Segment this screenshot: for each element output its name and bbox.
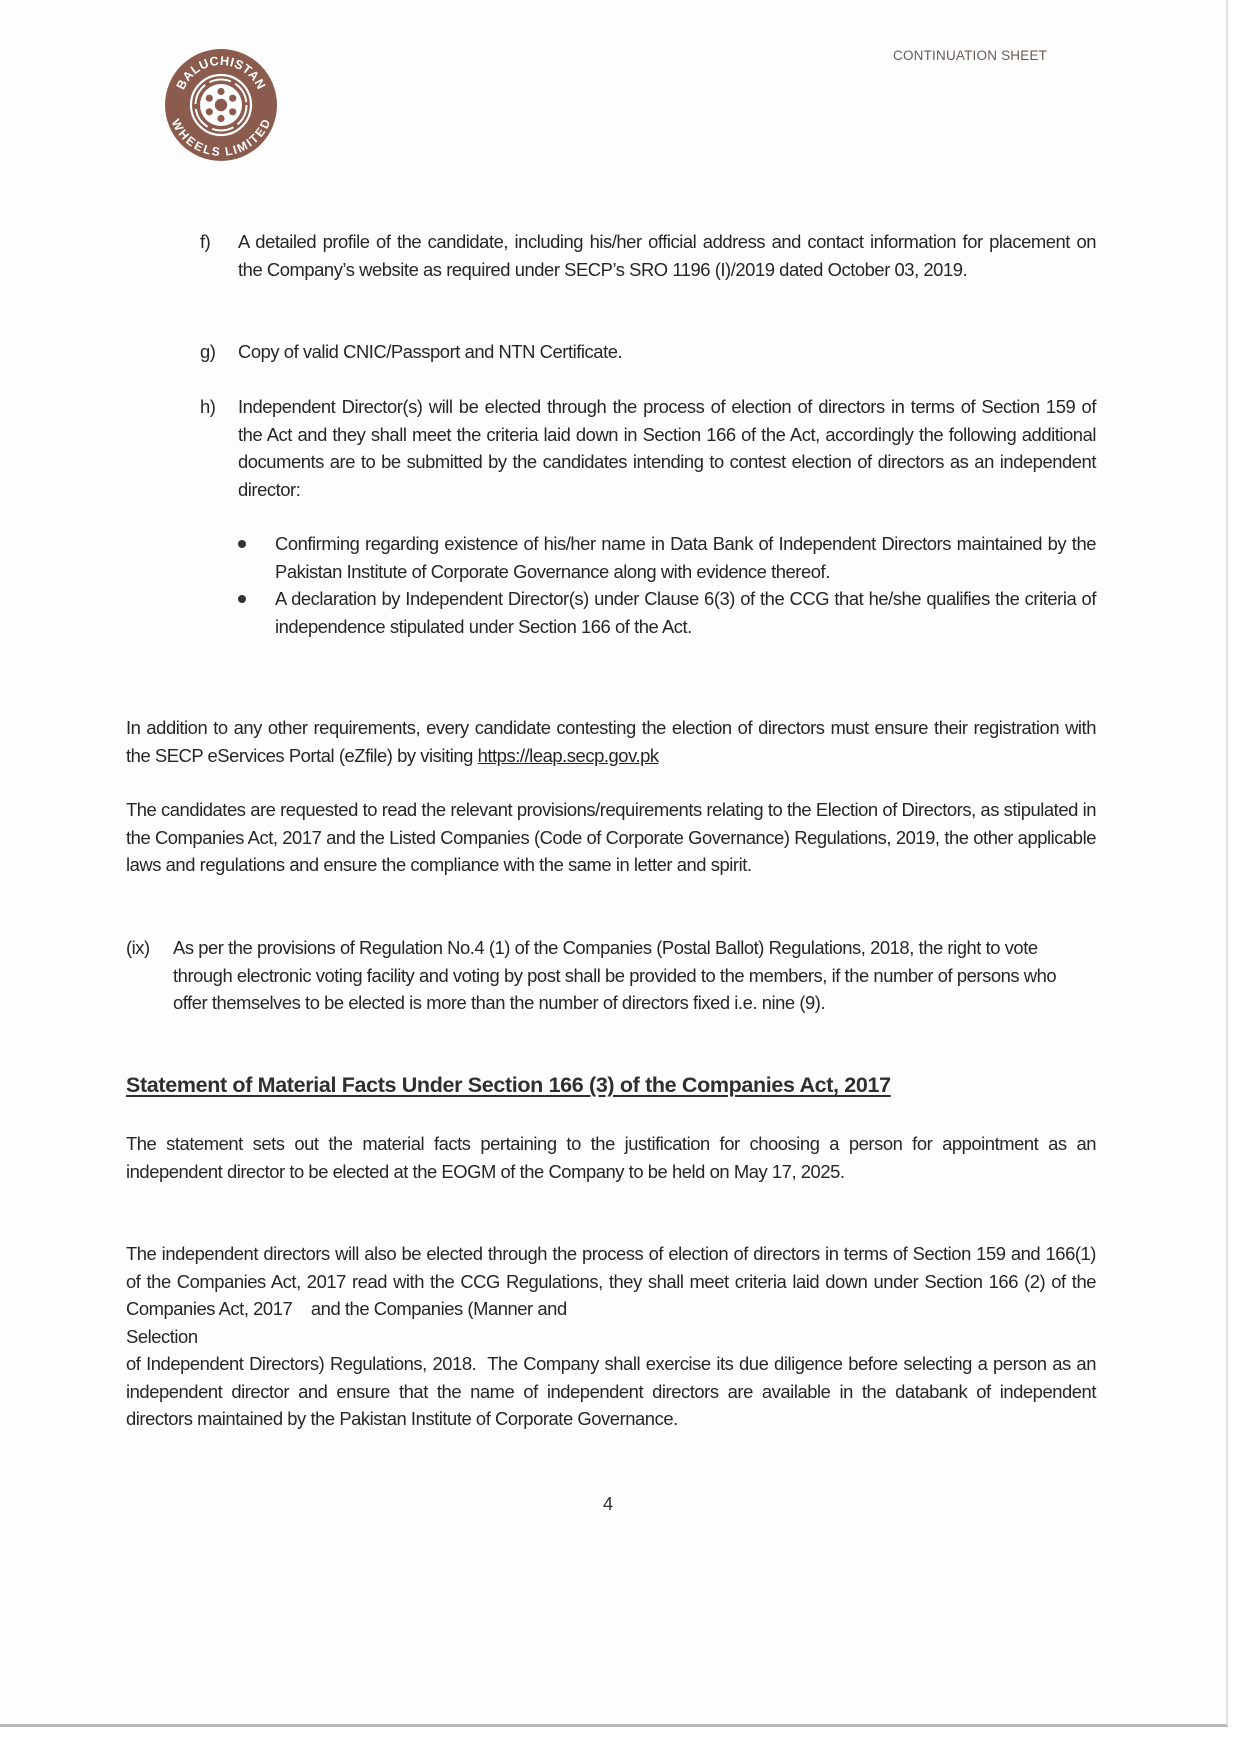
item-marker: f)	[200, 231, 211, 252]
registration-text: In addition to any other requirements, every candidate contesting the election of directors must ensure their registration with the SECP eServices Portal (eZfile) by visiting	[126, 717, 1096, 766]
item-text: As per the provisions of Regulation No.4 (1) of the Companies (Postal Ballot) Regulations, 2018, the right to vote through electronic voting facility and voting by post shall be provided to the members, if the number of persons who offer themselves to be elected is more than the number of directors fixed i.e. nine (9).	[173, 937, 1057, 1013]
bullet-list	[236, 530, 1096, 640]
provisions-paragraph: The candidates are requested to read the relevant provisions/requirements relating to the Election of Directors, as stipulated in the Companies Act, 2017 and the Listed Companies (Code of Corporate Governance) Regulations, 2019, the other applicable laws and regulations and ensure the compliance with the same in letter and spirit.	[126, 799, 1096, 875]
independent-directors-paragraph	[126, 1240, 1101, 1433]
list-item-ix	[126, 934, 1094, 1017]
bullet-item	[236, 585, 1096, 640]
bullet-icon	[238, 540, 246, 548]
item-marker: h)	[200, 396, 216, 417]
page-number: 4	[603, 1494, 614, 1514]
secp-portal-link[interactable]: https://leap.secp.gov.pk	[477, 744, 659, 766]
list-item-f	[200, 228, 1096, 283]
paragraph-line: The independent directors will also be elected through the process of election of directors in terms of Section 159 and 166(1) of the Companies Act, 2017 read with the CCG Regulations, they shall meet criteria laid down under Section 166 (2) of the Companies Act, 2017 and the Companies (Manner and	[126, 1243, 1101, 1319]
statement-paragraph: The statement sets out the material facts pertaining to the justification for choosing a person for appointment as an independent director to be elected at the EOGM of the Company to be held on May 17, 2025.	[126, 1133, 1096, 1182]
list-item-h	[200, 393, 1096, 503]
section-heading: Statement of Material Facts Under Section 166 (3) of the Companies Act, 2017	[126, 1073, 891, 1097]
continuation-sheet-label: CONTINUATION SHEET	[893, 48, 1048, 63]
paragraph-line: Selection	[126, 1325, 198, 1347]
paragraph-line: of Independent Directors) Regulations, 2018. The Company shall exercise its due diligence before selecting a person as an independent director and ensure that the name of independent directors are available in the databank of independent directors maintained by the Pakistan Institute of Corporate Governance.	[126, 1353, 1101, 1429]
company-logo	[164, 48, 278, 162]
bullet-item	[236, 530, 1096, 585]
item-text: Independent Director(s) will be elected through the process of election of directors in terms of Section 159 of the Act and they shall meet the criteria laid down in Section 166 of the Act, accordingly the following additional documents are to be submitted by the candidates intending to contest election of directors as an independent director:	[238, 396, 1096, 500]
bullet-text: Confirming regarding existence of his/her name in Data Bank of Independent Directors maintained by the Pakistan Institute of Corporate Governance along with evidence thereof.	[275, 533, 1096, 582]
item-text: A detailed profile of the candidate, including his/her official address and contact information for placement on the Company’s website as required under SECP’s SRO 1196 (I)/2019 dated October 03, 2019.	[238, 231, 1096, 280]
item-marker: g)	[200, 341, 216, 362]
item-marker: (ix)	[126, 937, 150, 958]
bullet-icon	[238, 595, 246, 603]
svg-text:BALUCHISTAN: BALUCHISTAN	[173, 53, 269, 92]
svg-text:WHEELS LIMITED: WHEELS LIMITED	[168, 116, 274, 159]
item-text: Copy of valid CNIC/Passport and NTN Certificate.	[238, 341, 623, 362]
list-item-g	[200, 338, 1096, 366]
bullet-text: A declaration by Independent Director(s) under Clause 6(3) of the CCG that he/she qualifies the criteria of independence stipulated under Section 166 of the Act.	[275, 588, 1096, 637]
registration-paragraph	[126, 714, 1096, 769]
wheel-icon	[164, 48, 278, 162]
